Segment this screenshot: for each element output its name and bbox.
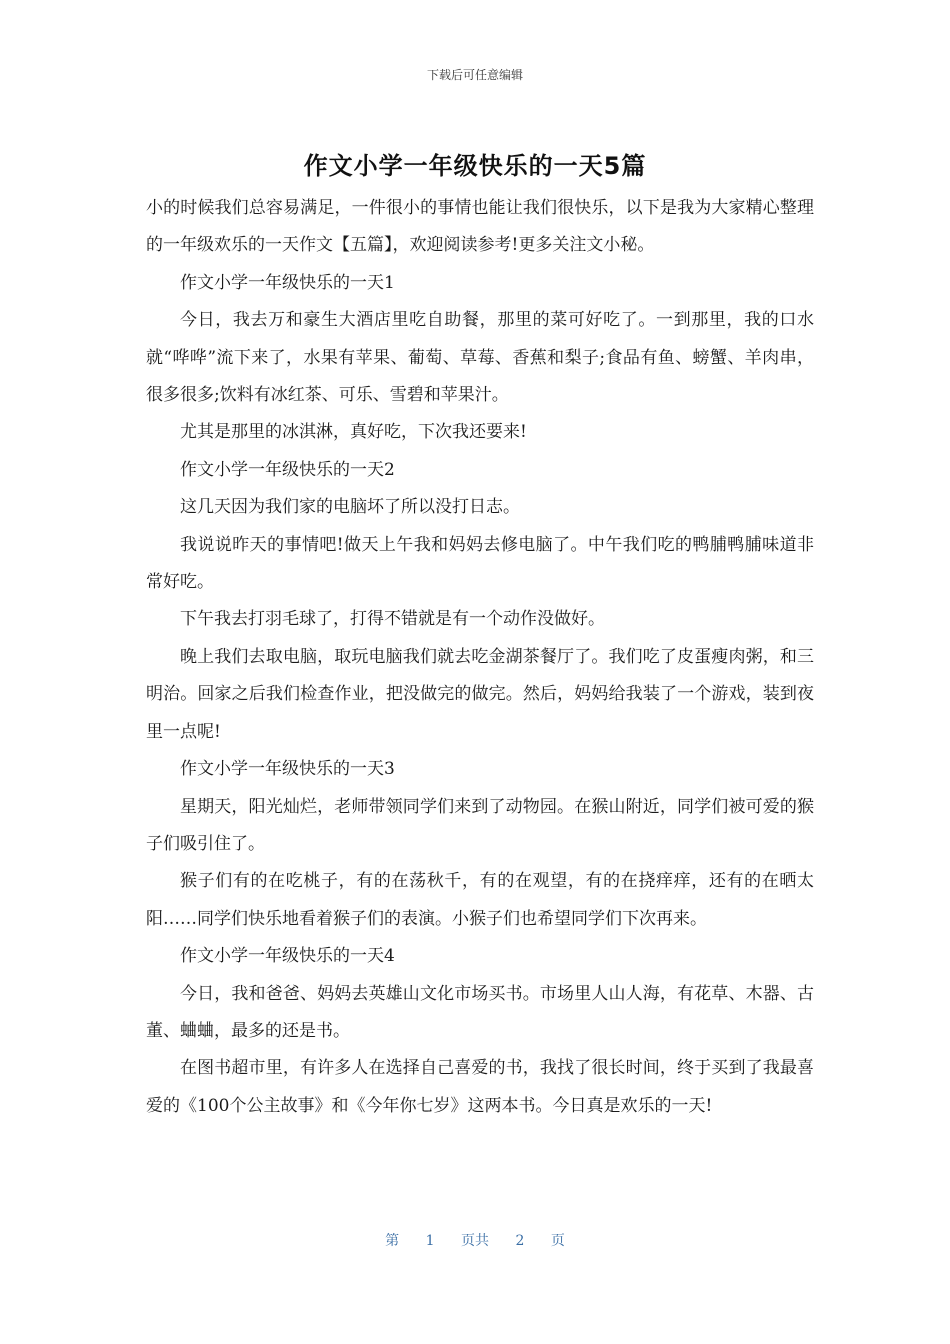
paragraph: 今日，我去万和豪生大酒店里吃自助餐，那里的菜可好吃了。一到那里，我的口水就“哗哗”流下来了，水果有苹果、葡萄、草莓、香蕉和梨子;食品有鱼、螃蟹、羊肉串，很多很多;饮料有冰红茶、可乐、雪碧和苹果汁。 xyxy=(146,310,814,406)
paragraph: 这几天因为我们家的电脑坏了所以没打日志。 xyxy=(180,497,520,518)
section-heading-2: 作文小学一年级快乐的一天2 xyxy=(180,459,395,480)
footer-label-of: 页共 xyxy=(461,1233,489,1249)
section-heading-4: 作文小学一年级快乐的一天4 xyxy=(180,946,395,967)
paragraph: 尤其是那里的冰淇淋，真好吃，下次我还要来! xyxy=(180,422,527,443)
footer-label-page: 第 xyxy=(385,1233,400,1249)
document-body xyxy=(146,190,814,1125)
paragraph: 我说说昨天的事情吧!做天上午我和妈妈去修电脑了。中午我们吃的鸭脯鸭脯味道非常好吃。 xyxy=(146,534,814,593)
paragraph: 今日，我和爸爸、妈妈去英雄山文化市场买书。市场里人山人海，有花草、木器、古董、蛐蛐，最多的还是书。 xyxy=(146,983,814,1041)
footer-label-end: 页 xyxy=(550,1233,565,1249)
footer-current-page: 1 xyxy=(425,1233,435,1249)
section-heading-1: 作文小学一年级快乐的一天1 xyxy=(180,272,395,293)
paragraph: 在图书超市里，有许多人在选择自己喜爱的书，我找了很长时间，终于买到了我最喜爱的《100个公主故事》和《今年你七岁》这两本书。今日真是欢乐的一天! xyxy=(146,1058,814,1116)
footer-total-pages: 2 xyxy=(515,1233,525,1249)
header-note: 下载后可任意编辑 xyxy=(426,68,523,82)
paragraph: 下午我去打羽毛球了，打得不错就是有一个动作没做好。 xyxy=(180,609,605,630)
section-heading-3: 作文小学一年级快乐的一天3 xyxy=(180,759,395,780)
paragraph: 晚上我们去取电脑，取玩电脑我们就去吃金湖茶餐厅了。我们吃了皮蛋瘦肉粥，和三明治。回家之后我们检查作业，把没做完的做完。然后，妈妈给我装了一个游戏，装到夜里一点呢! xyxy=(146,646,814,742)
document-title: 作文小学一年级快乐的一天5篇 xyxy=(303,152,647,180)
paragraph: 星期天，阳光灿烂，老师带领同学们来到了动物园。在猴山附近，同学们被可爱的猴子们吸引住了。 xyxy=(146,796,814,854)
page-footer xyxy=(0,1230,950,1250)
paragraph: 猴子们有的在吃桃子，有的在荡秋千，有的在观望，有的在挠痒痒，还有的在晒太阳……同学们快乐地看着猴子们的表演。小猴子们也希望同学们下次再来。 xyxy=(146,871,814,929)
intro-paragraph: 小的时候我们总容易满足，一件很小的事情也能让我们很快乐，以下是我为大家精心整理的一年级欢乐的一天作文【五篇】，欢迎阅读参考!更多关注文小秘。 xyxy=(146,198,814,256)
